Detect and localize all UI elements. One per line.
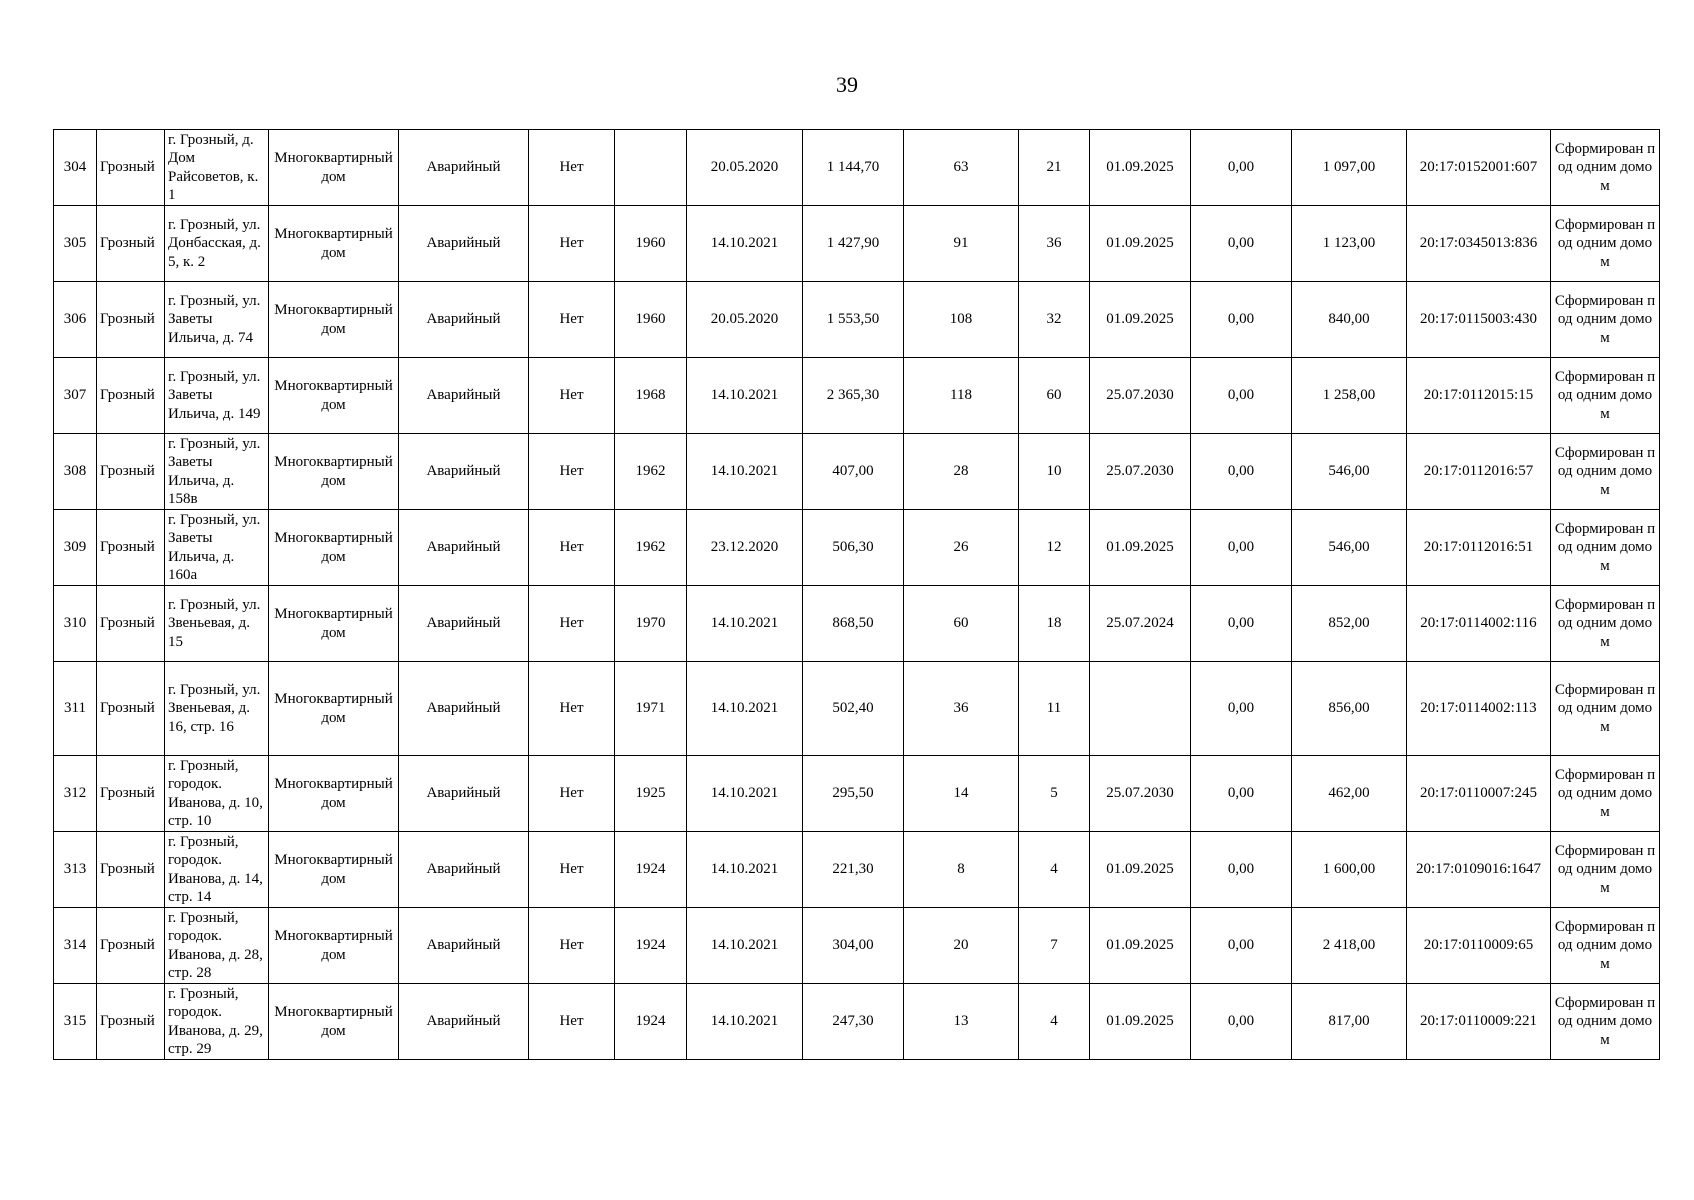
- land-plot-note-cell: Сформирован под одним домом: [1551, 832, 1660, 908]
- build-year-cell: 1962: [615, 434, 687, 510]
- address-cell: г. Грозный, ул. Заветы Ильича, д. 158в: [165, 434, 269, 510]
- building-type-cell: Многоквартирный дом: [269, 130, 399, 206]
- address-cell: г. Грозный, ул. Заветы Ильича, д. 74: [165, 282, 269, 358]
- land-area-cell: 2 418,00: [1292, 908, 1407, 984]
- housing-register-table: [53, 129, 1660, 1060]
- flag-cell: Нет: [529, 662, 615, 756]
- address-cell: г. Грозный, городок. Иванова, д. 14, стр. 14: [165, 832, 269, 908]
- row-number-cell: 306: [54, 282, 97, 358]
- residents-count-cell: 14: [904, 756, 1019, 832]
- land-area-cell: 1 097,00: [1292, 130, 1407, 206]
- recognition-date-cell: 14.10.2021: [687, 662, 803, 756]
- row-number-cell: 314: [54, 908, 97, 984]
- land-plot-note-cell: Сформирован под одним домом: [1551, 282, 1660, 358]
- relocation-deadline-cell: 01.09.2025: [1090, 130, 1191, 206]
- relocation-deadline-cell: 01.09.2025: [1090, 908, 1191, 984]
- zero-value-cell: 0,00: [1191, 206, 1292, 282]
- condition-status-cell: Аварийный: [399, 130, 529, 206]
- table-body: [54, 130, 1660, 1060]
- build-year-cell: 1971: [615, 662, 687, 756]
- premises-count-cell: 4: [1019, 984, 1090, 1060]
- address-cell: г. Грозный, д. Дом Райсоветов, к. 1: [165, 130, 269, 206]
- land-plot-note-cell: Сформирован под одним домом: [1551, 510, 1660, 586]
- residents-count-cell: 118: [904, 358, 1019, 434]
- row-number-cell: 304: [54, 130, 97, 206]
- row-number-cell: 308: [54, 434, 97, 510]
- cadastral-number-cell: 20:17:0152001:607: [1407, 130, 1551, 206]
- build-year-cell: 1962: [615, 510, 687, 586]
- build-year-cell: 1924: [615, 984, 687, 1060]
- city-cell: Грозный: [97, 206, 165, 282]
- residents-count-cell: 20: [904, 908, 1019, 984]
- cadastral-number-cell: 20:17:0109016:1647: [1407, 832, 1551, 908]
- condition-status-cell: Аварийный: [399, 662, 529, 756]
- row-number-cell: 305: [54, 206, 97, 282]
- flag-cell: Нет: [529, 586, 615, 662]
- build-year-cell: 1925: [615, 756, 687, 832]
- land-area-cell: 546,00: [1292, 510, 1407, 586]
- condition-status-cell: Аварийный: [399, 510, 529, 586]
- flag-cell: Нет: [529, 434, 615, 510]
- address-cell: г. Грозный, ул. Звеньевая, д. 15: [165, 586, 269, 662]
- city-cell: Грозный: [97, 358, 165, 434]
- land-area-cell: 817,00: [1292, 984, 1407, 1060]
- building-type-cell: Многоквартирный дом: [269, 908, 399, 984]
- table-row: [54, 206, 1660, 282]
- recognition-date-cell: 14.10.2021: [687, 586, 803, 662]
- building-type-cell: Многоквартирный дом: [269, 662, 399, 756]
- relocation-deadline-cell: 25.07.2030: [1090, 358, 1191, 434]
- residents-count-cell: 60: [904, 586, 1019, 662]
- premises-count-cell: 5: [1019, 756, 1090, 832]
- premises-count-cell: 12: [1019, 510, 1090, 586]
- land-area-cell: 852,00: [1292, 586, 1407, 662]
- condition-status-cell: Аварийный: [399, 282, 529, 358]
- table-row: [54, 358, 1660, 434]
- recognition-date-cell: 14.10.2021: [687, 756, 803, 832]
- land-plot-note-cell: Сформирован под одним домом: [1551, 908, 1660, 984]
- relocation-deadline-cell: 01.09.2025: [1090, 984, 1191, 1060]
- premises-count-cell: 32: [1019, 282, 1090, 358]
- flag-cell: Нет: [529, 984, 615, 1060]
- address-cell: г. Грозный, городок. Иванова, д. 28, стр. 28: [165, 908, 269, 984]
- cadastral-number-cell: 20:17:0345013:836: [1407, 206, 1551, 282]
- building-type-cell: Многоквартирный дом: [269, 586, 399, 662]
- residents-count-cell: 91: [904, 206, 1019, 282]
- build-year-cell: 1968: [615, 358, 687, 434]
- total-area-cell: 1 427,90: [803, 206, 904, 282]
- row-number-cell: 315: [54, 984, 97, 1060]
- cadastral-number-cell: 20:17:0112016:57: [1407, 434, 1551, 510]
- total-area-cell: 221,30: [803, 832, 904, 908]
- table-row: [54, 756, 1660, 832]
- land-area-cell: 1 600,00: [1292, 832, 1407, 908]
- recognition-date-cell: 14.10.2021: [687, 434, 803, 510]
- premises-count-cell: 4: [1019, 832, 1090, 908]
- total-area-cell: 868,50: [803, 586, 904, 662]
- premises-count-cell: 7: [1019, 908, 1090, 984]
- zero-value-cell: 0,00: [1191, 832, 1292, 908]
- total-area-cell: 2 365,30: [803, 358, 904, 434]
- row-number-cell: 312: [54, 756, 97, 832]
- land-plot-note-cell: Сформирован под одним домом: [1551, 206, 1660, 282]
- table-row: [54, 662, 1660, 756]
- residents-count-cell: 63: [904, 130, 1019, 206]
- land-area-cell: 1 123,00: [1292, 206, 1407, 282]
- relocation-deadline-cell: 01.09.2025: [1090, 282, 1191, 358]
- residents-count-cell: 8: [904, 832, 1019, 908]
- table-row: [54, 984, 1660, 1060]
- table-row: [54, 908, 1660, 984]
- cadastral-number-cell: 20:17:0112015:15: [1407, 358, 1551, 434]
- total-area-cell: 407,00: [803, 434, 904, 510]
- cadastral-number-cell: 20:17:0110007:245: [1407, 756, 1551, 832]
- building-type-cell: Многоквартирный дом: [269, 358, 399, 434]
- relocation-deadline-cell: 25.07.2030: [1090, 756, 1191, 832]
- condition-status-cell: Аварийный: [399, 984, 529, 1060]
- recognition-date-cell: 14.10.2021: [687, 206, 803, 282]
- relocation-deadline-cell: 01.09.2025: [1090, 832, 1191, 908]
- address-cell: г. Грозный, городок. Иванова, д. 10, стр. 10: [165, 756, 269, 832]
- cadastral-number-cell: 20:17:0114002:113: [1407, 662, 1551, 756]
- zero-value-cell: 0,00: [1191, 434, 1292, 510]
- condition-status-cell: Аварийный: [399, 756, 529, 832]
- zero-value-cell: 0,00: [1191, 908, 1292, 984]
- cadastral-number-cell: 20:17:0112016:51: [1407, 510, 1551, 586]
- building-type-cell: Многоквартирный дом: [269, 832, 399, 908]
- building-type-cell: Многоквартирный дом: [269, 282, 399, 358]
- row-number-cell: 310: [54, 586, 97, 662]
- row-number-cell: 313: [54, 832, 97, 908]
- zero-value-cell: 0,00: [1191, 358, 1292, 434]
- zero-value-cell: 0,00: [1191, 130, 1292, 206]
- land-area-cell: 840,00: [1292, 282, 1407, 358]
- premises-count-cell: 36: [1019, 206, 1090, 282]
- premises-count-cell: 18: [1019, 586, 1090, 662]
- address-cell: г. Грозный, городок. Иванова, д. 29, стр. 29: [165, 984, 269, 1060]
- condition-status-cell: Аварийный: [399, 434, 529, 510]
- condition-status-cell: Аварийный: [399, 908, 529, 984]
- city-cell: Грозный: [97, 130, 165, 206]
- relocation-deadline-cell: 25.07.2024: [1090, 586, 1191, 662]
- land-plot-note-cell: Сформирован под одним домом: [1551, 756, 1660, 832]
- building-type-cell: Многоквартирный дом: [269, 206, 399, 282]
- flag-cell: Нет: [529, 282, 615, 358]
- total-area-cell: 506,30: [803, 510, 904, 586]
- relocation-deadline-cell: 01.09.2025: [1090, 510, 1191, 586]
- land-plot-note-cell: Сформирован под одним домом: [1551, 434, 1660, 510]
- land-plot-note-cell: Сформирован под одним домом: [1551, 130, 1660, 206]
- build-year-cell: [615, 130, 687, 206]
- page-number: 39: [836, 72, 858, 97]
- total-area-cell: 1 553,50: [803, 282, 904, 358]
- city-cell: Грозный: [97, 984, 165, 1060]
- address-cell: г. Грозный, ул. Заветы Ильича, д. 160а: [165, 510, 269, 586]
- building-type-cell: Многоквартирный дом: [269, 510, 399, 586]
- zero-value-cell: 0,00: [1191, 510, 1292, 586]
- total-area-cell: 295,50: [803, 756, 904, 832]
- city-cell: Грозный: [97, 662, 165, 756]
- recognition-date-cell: 20.05.2020: [687, 130, 803, 206]
- city-cell: Грозный: [97, 434, 165, 510]
- city-cell: Грозный: [97, 510, 165, 586]
- recognition-date-cell: 14.10.2021: [687, 832, 803, 908]
- build-year-cell: 1970: [615, 586, 687, 662]
- premises-count-cell: 60: [1019, 358, 1090, 434]
- condition-status-cell: Аварийный: [399, 206, 529, 282]
- land-area-cell: 856,00: [1292, 662, 1407, 756]
- residents-count-cell: 108: [904, 282, 1019, 358]
- table-row: [54, 510, 1660, 586]
- condition-status-cell: Аварийный: [399, 358, 529, 434]
- city-cell: Грозный: [97, 908, 165, 984]
- cadastral-number-cell: 20:17:0110009:221: [1407, 984, 1551, 1060]
- zero-value-cell: 0,00: [1191, 282, 1292, 358]
- flag-cell: Нет: [529, 358, 615, 434]
- land-plot-note-cell: Сформирован под одним домом: [1551, 358, 1660, 434]
- city-cell: Грозный: [97, 756, 165, 832]
- cadastral-number-cell: 20:17:0110009:65: [1407, 908, 1551, 984]
- build-year-cell: 1924: [615, 832, 687, 908]
- address-cell: г. Грозный, ул. Заветы Ильича, д. 149: [165, 358, 269, 434]
- row-number-cell: 309: [54, 510, 97, 586]
- recognition-date-cell: 23.12.2020: [687, 510, 803, 586]
- total-area-cell: 247,30: [803, 984, 904, 1060]
- land-area-cell: 546,00: [1292, 434, 1407, 510]
- build-year-cell: 1924: [615, 908, 687, 984]
- table-row: [54, 832, 1660, 908]
- flag-cell: Нет: [529, 832, 615, 908]
- table-row: [54, 586, 1660, 662]
- land-area-cell: 1 258,00: [1292, 358, 1407, 434]
- recognition-date-cell: 20.05.2020: [687, 282, 803, 358]
- table-row: [54, 130, 1660, 206]
- cadastral-number-cell: 20:17:0114002:116: [1407, 586, 1551, 662]
- zero-value-cell: 0,00: [1191, 984, 1292, 1060]
- building-type-cell: Многоквартирный дом: [269, 756, 399, 832]
- premises-count-cell: 10: [1019, 434, 1090, 510]
- recognition-date-cell: 14.10.2021: [687, 984, 803, 1060]
- land-plot-note-cell: Сформирован под одним домом: [1551, 662, 1660, 756]
- total-area-cell: 502,40: [803, 662, 904, 756]
- residents-count-cell: 26: [904, 510, 1019, 586]
- city-cell: Грозный: [97, 586, 165, 662]
- build-year-cell: 1960: [615, 282, 687, 358]
- zero-value-cell: 0,00: [1191, 586, 1292, 662]
- build-year-cell: 1960: [615, 206, 687, 282]
- row-number-cell: 307: [54, 358, 97, 434]
- relocation-deadline-cell: [1090, 662, 1191, 756]
- recognition-date-cell: 14.10.2021: [687, 358, 803, 434]
- condition-status-cell: Аварийный: [399, 832, 529, 908]
- building-type-cell: Многоквартирный дом: [269, 434, 399, 510]
- zero-value-cell: 0,00: [1191, 756, 1292, 832]
- relocation-deadline-cell: 25.07.2030: [1090, 434, 1191, 510]
- residents-count-cell: 36: [904, 662, 1019, 756]
- row-number-cell: 311: [54, 662, 97, 756]
- land-plot-note-cell: Сформирован под одним домом: [1551, 984, 1660, 1060]
- total-area-cell: 304,00: [803, 908, 904, 984]
- residents-count-cell: 28: [904, 434, 1019, 510]
- relocation-deadline-cell: 01.09.2025: [1090, 206, 1191, 282]
- flag-cell: Нет: [529, 206, 615, 282]
- premises-count-cell: 21: [1019, 130, 1090, 206]
- building-type-cell: Многоквартирный дом: [269, 984, 399, 1060]
- land-plot-note-cell: Сформирован под одним домом: [1551, 586, 1660, 662]
- land-area-cell: 462,00: [1292, 756, 1407, 832]
- table-row: [54, 282, 1660, 358]
- condition-status-cell: Аварийный: [399, 586, 529, 662]
- zero-value-cell: 0,00: [1191, 662, 1292, 756]
- address-cell: г. Грозный, ул. Донбасская, д. 5, к. 2: [165, 206, 269, 282]
- premises-count-cell: 11: [1019, 662, 1090, 756]
- city-cell: Грозный: [97, 832, 165, 908]
- table-row: [54, 434, 1660, 510]
- flag-cell: Нет: [529, 756, 615, 832]
- flag-cell: Нет: [529, 510, 615, 586]
- total-area-cell: 1 144,70: [803, 130, 904, 206]
- city-cell: Грозный: [97, 282, 165, 358]
- cadastral-number-cell: 20:17:0115003:430: [1407, 282, 1551, 358]
- address-cell: г. Грозный, ул. Звеньевая, д. 16, стр. 16: [165, 662, 269, 756]
- flag-cell: Нет: [529, 130, 615, 206]
- flag-cell: Нет: [529, 908, 615, 984]
- recognition-date-cell: 14.10.2021: [687, 908, 803, 984]
- residents-count-cell: 13: [904, 984, 1019, 1060]
